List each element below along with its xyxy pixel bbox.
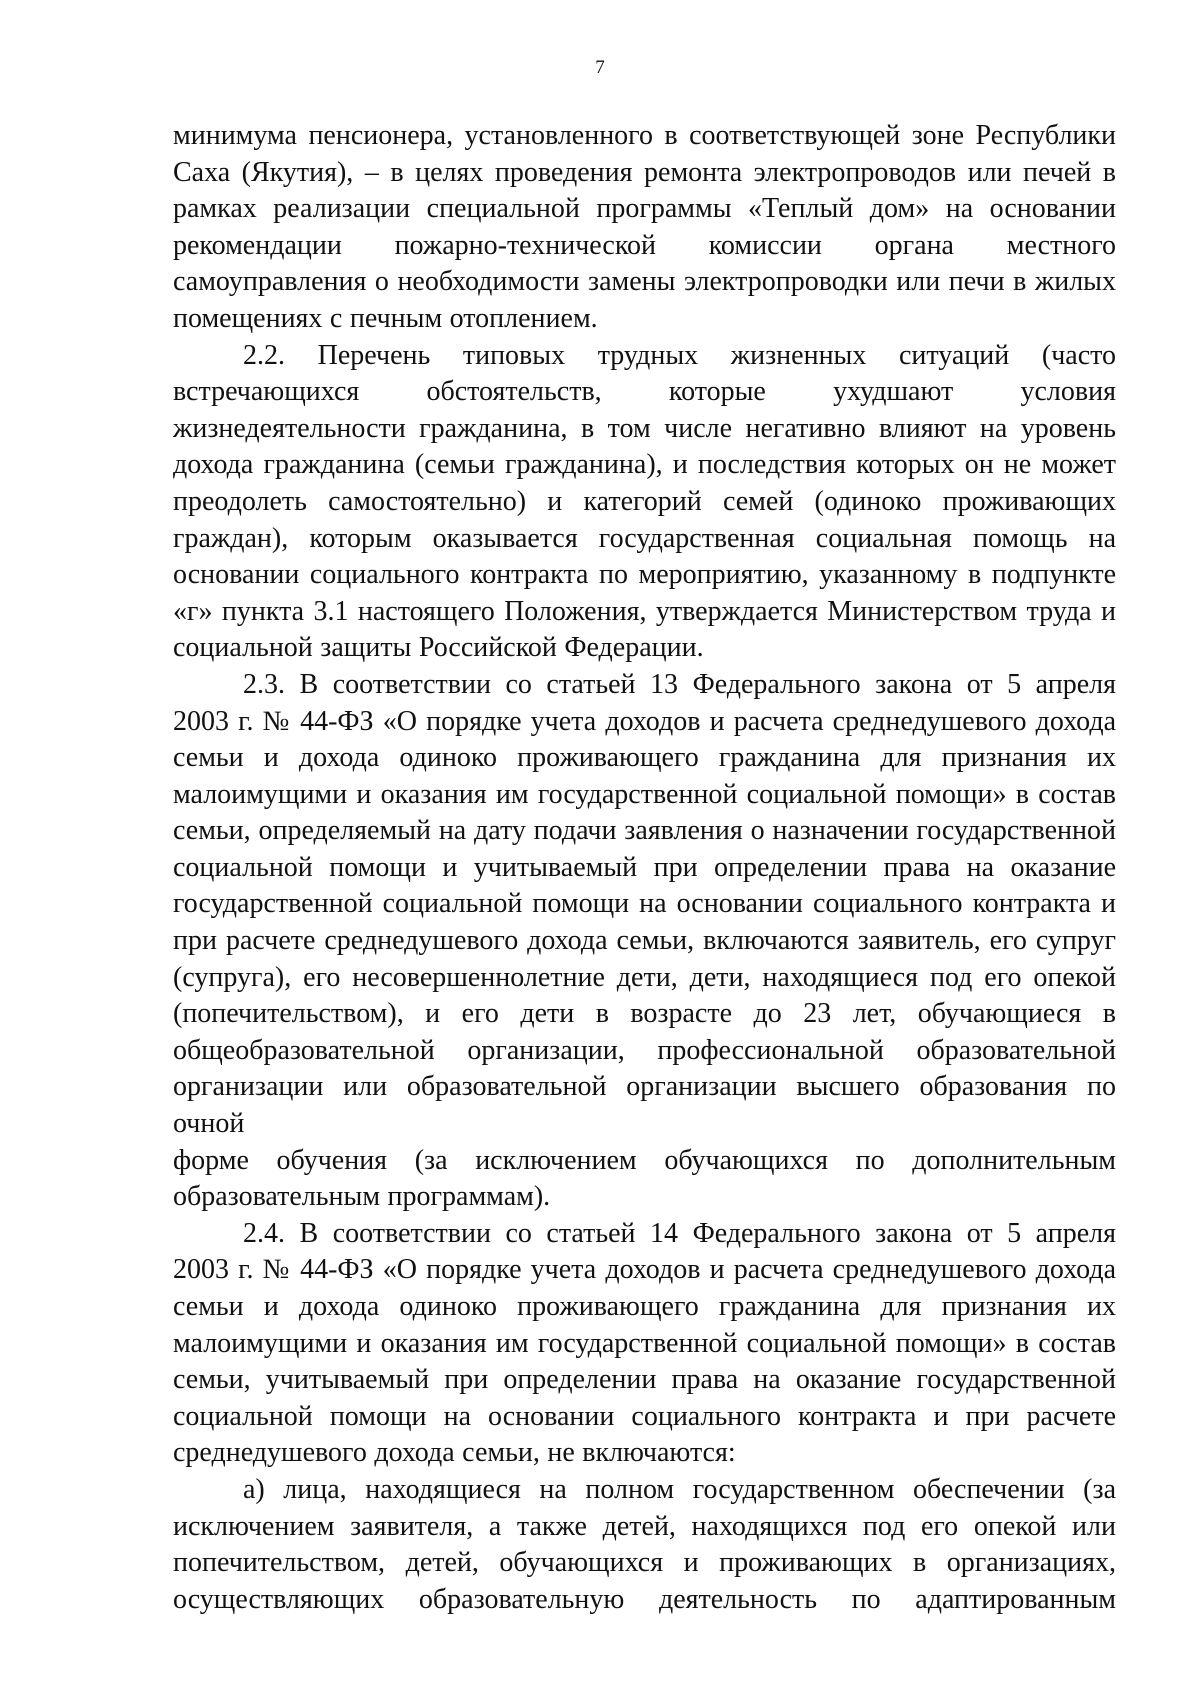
text-line: 2.4. В соответствии со статьей 14 Федерального закона от 5 апреля — [243, 1217, 1116, 1249]
text-line: граждан), которым оказывается государственная социальная помощь на — [173, 522, 1116, 554]
text-line: основании социального контракта по мероприятию, указанному в подпункте — [173, 559, 1116, 591]
text-line: при расчете среднедушевого дохода семьи, включаются заявитель, его супруг — [173, 925, 1116, 957]
text-line: 2003 г. № 44-ФЗ «О порядке учета доходов и расчета среднедушевого дохода — [173, 1254, 1116, 1286]
text-line: форме обучения (за исключением обучающихся по дополнительным — [173, 1144, 1116, 1176]
page-number: 7 — [595, 57, 605, 78]
text-line: самоуправления о необходимости замены электропроводки или печи в жилых — [173, 266, 1116, 298]
text-line: семьи и дохода одиноко проживающего гражданина для признания их — [173, 1291, 1116, 1322]
text-line: рамках реализации специальной программы «Теплый дом» на основании — [173, 193, 1116, 225]
text-line: социальной помощи и учитываемый при определении права на оказание — [173, 851, 1116, 883]
text-line: 2003 г. № 44-ФЗ «О порядке учета доходов и расчета среднедушевого дохода — [173, 705, 1116, 737]
text-line: общеобразовательной организации, профессиональной образовательной — [173, 1034, 1116, 1066]
text-line: Саха (Якутия), – в целях проведения ремонта электропроводов или печей в — [173, 156, 1116, 188]
text-line: организации или образовательной организации высшего образования по очной — [173, 1071, 1116, 1140]
text-line: государственной социальной помощи на основании социального контракта и — [173, 888, 1116, 920]
text-line: попечительством, детей, обучающихся и проживающих в организациях, — [173, 1547, 1116, 1579]
text-line: дохода гражданина (семьи гражданина), и последствия которых он не может — [173, 449, 1116, 481]
text-line: 2.3. В соответствии со статьей 13 Федерального закона от 5 апреля — [243, 668, 1116, 700]
text-line: (супруга), его несовершеннолетние дети, дети, находящиеся под его опекой — [173, 961, 1116, 993]
text-line: (попечительством), и его дети в возрасте до 23 лет, обучающиеся в — [173, 998, 1116, 1030]
text-line: малоимущими и оказания им государственной социальной помощи» в состав — [173, 1327, 1116, 1359]
text-line: встречающихся обстоятельств, которые ухудшают условия — [173, 376, 1116, 408]
document-body — [173, 118, 1116, 1618]
text-line: семьи и дохода одиноко проживающего гражданина для признания их — [173, 742, 1116, 774]
text-line: 2.2. Перечень типовых трудных жизненных ситуаций (часто — [243, 339, 1116, 371]
text-line: семьи, учитываемый при определении права на оказание государственной — [173, 1364, 1116, 1396]
text-line: социальной помощи на основании социального контракта и при расчете — [173, 1400, 1116, 1432]
text-line: среднедушевого дохода семьи, не включаются: — [173, 1437, 736, 1469]
text-line: а) лица, находящиеся на полном государственном обеспечении (за — [243, 1473, 1116, 1505]
text-line: семьи, определяемый на дату подачи заявления о назначении государственной — [173, 815, 1116, 847]
text-line: жизнедеятельности гражданина, в том числе негативно влияют на уровень — [173, 412, 1116, 444]
text-line: рекомендации пожарно-технической комиссии органа местного — [173, 229, 1116, 261]
text-line: образовательным программам). — [173, 1181, 551, 1213]
text-line: «г» пункта 3.1 настоящего Положения, утверждается Министерством труда и — [173, 595, 1116, 627]
text-line: социальной защиты Российской Федерации. — [173, 632, 704, 664]
text-line: малоимущими и оказания им государственной социальной помощи» в состав — [173, 778, 1116, 810]
text-line: осуществляющих образовательную деятельность по адаптированным — [173, 1583, 1116, 1615]
text-line: исключением заявителя, а также детей, находящихся под его опекой или — [173, 1510, 1116, 1542]
text-line: минимума пенсионера, установленного в соответствующей зоне Республики — [173, 120, 1116, 151]
text-line: преодолеть самостоятельно) и категорий семей (одиноко проживающих — [173, 485, 1116, 517]
text-line: помещениях с печным отоплением. — [173, 302, 598, 334]
